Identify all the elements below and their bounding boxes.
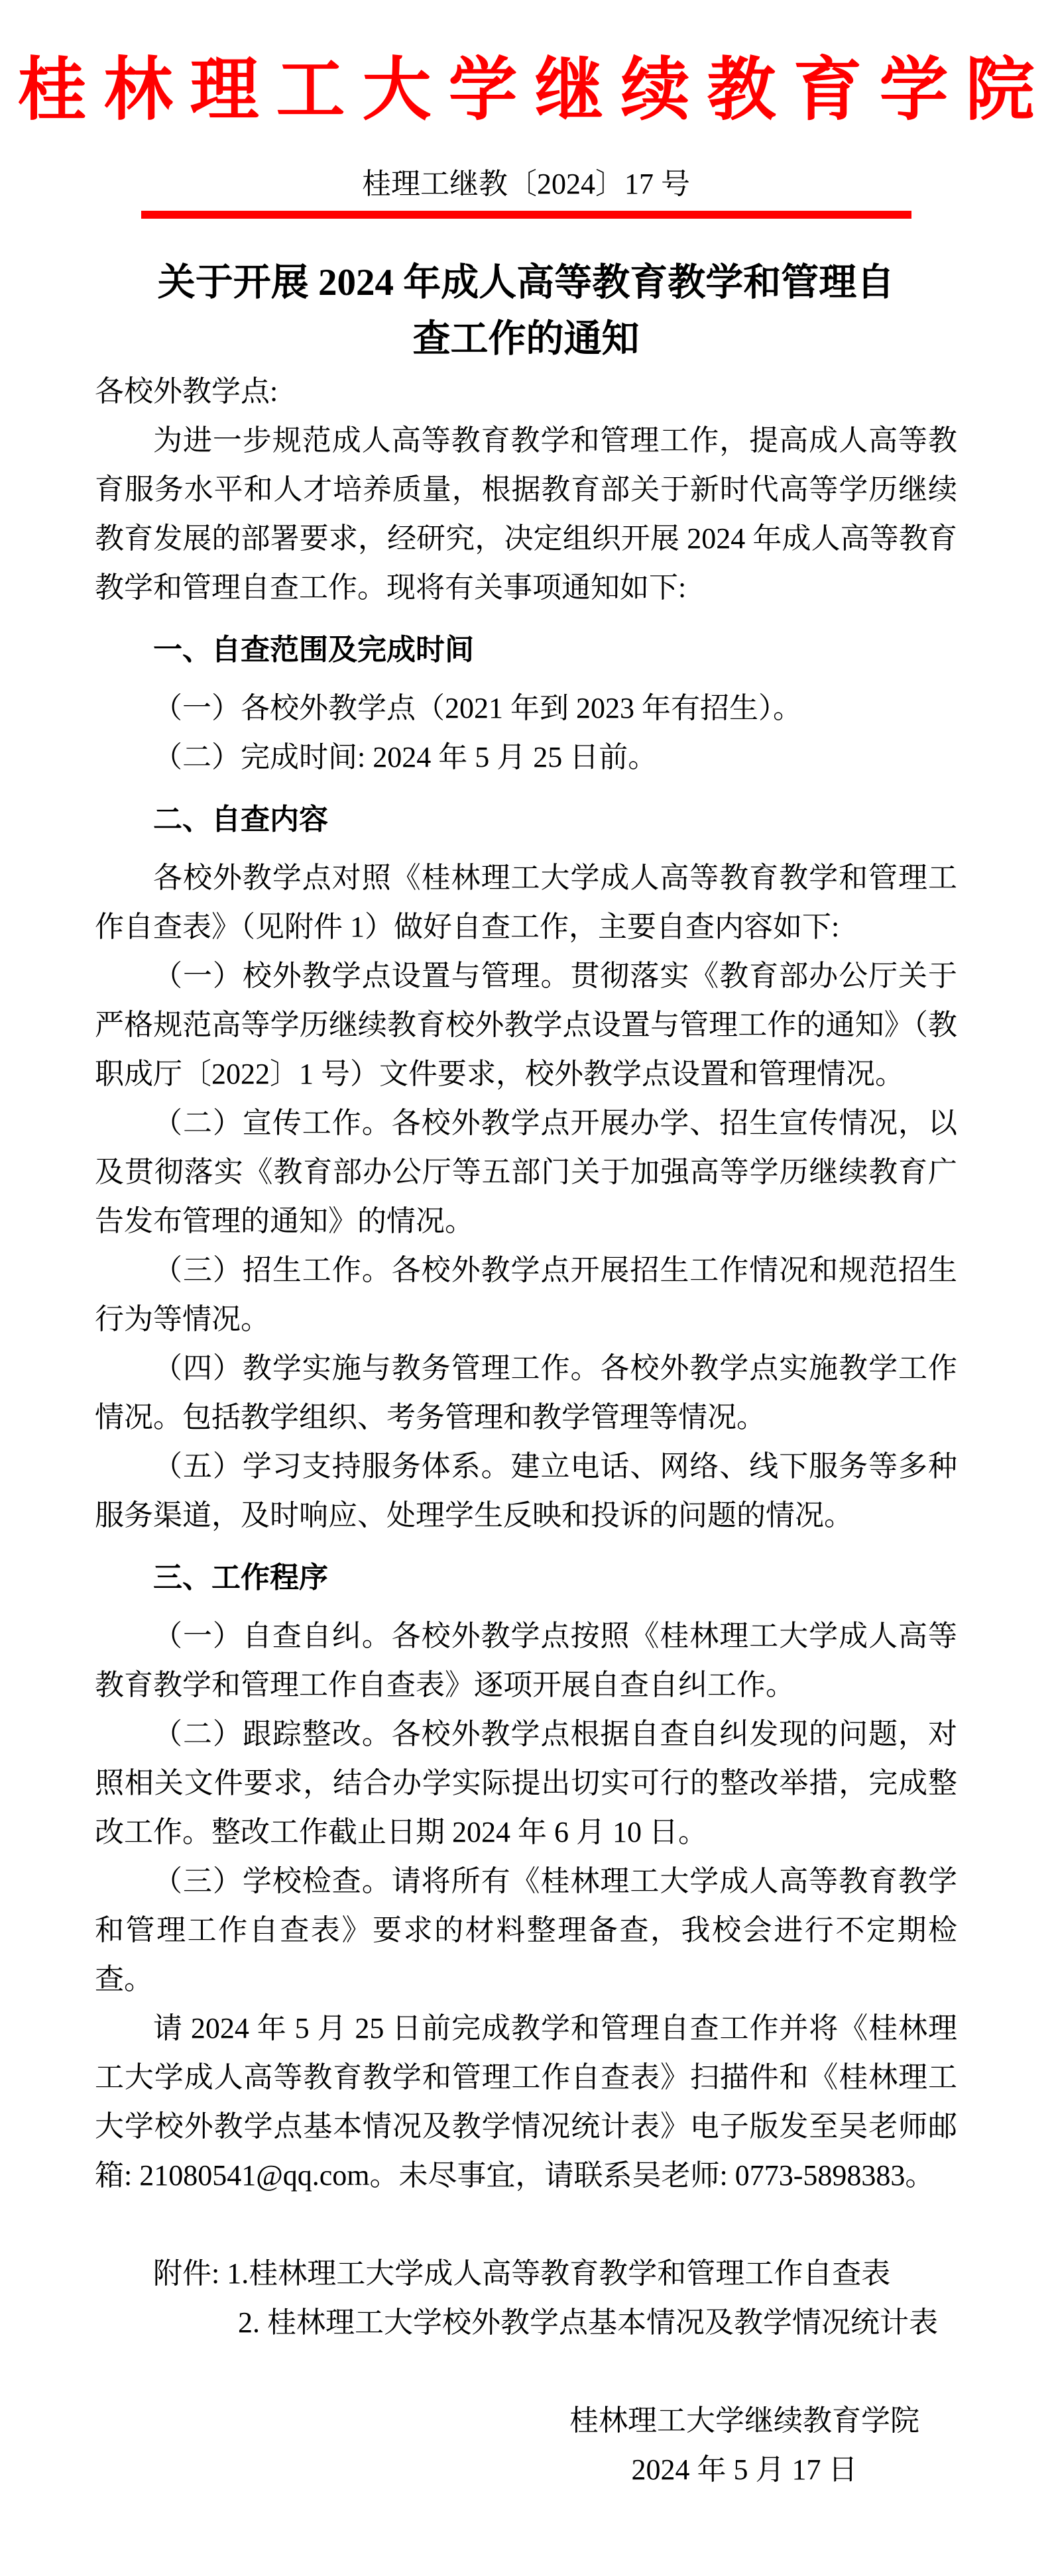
notice-title-line-2: 查工作的通知 (412, 318, 640, 360)
red-divider-rule (141, 211, 911, 219)
section-1-heading: 一、自查范围及完成时间 (153, 634, 474, 666)
section-3-paragraph-2: （二）跟踪整改。各校外教学点根据自查自纠发现的问题，对照相关文件要求，结合办学实际提出切实可行的整改举措，完成整改工作。整改工作截止日期 2024 年 6 月 10 日。 (95, 1718, 957, 1848)
attachment-line-1: 附件: 1.桂林理工大学成人高等教育教学和管理工作自查表 (153, 2257, 891, 2290)
section-2-paragraph-1: 各校外教学点对照《桂林理工大学成人高等教育教学和管理工作自查表》（见附件 1）做好自查工作，主要自查内容如下: (95, 862, 957, 943)
intro-paragraph: 为进一步规范成人高等教育教学和管理工作，提高成人高等教育服务水平和人才培养质量，根据教育部关于新时代高等学历继续教育发展的部署要求，经研究，决定组织开展 2024 年成人高等教育教学和管理自查工作。现将有关事项通知如下: (95, 424, 957, 604)
blank-line-before-attachments (95, 2200, 957, 2249)
section-2-paragraph-6: （五）学习支持服务体系。建立电话、网络、线下服务等多种服务渠道，及时响应、处理学生反映和投诉的问题的情况。 (95, 1450, 957, 1532)
section-2-heading: 二、自查内容 (153, 803, 328, 836)
notice-body (95, 367, 957, 2494)
section-3-heading: 三、工作程序 (153, 1561, 328, 1594)
section-2-paragraph-2: （一）校外教学点设置与管理。贯彻落实《教育部办公厅关于严格规范高等学历继续教育校外教学点设置与管理工作的通知》（教职成厅〔2022〕1 号）文件要求，校外教学点设置和管理情况。 (95, 960, 957, 1090)
section-1-paragraph-1: （一）各校外教学点（2021 年到 2023 年有招生）。 (153, 692, 802, 724)
attachment-line-2: 2. 桂林理工大学校外教学点基本情况及教学情况统计表 (238, 2306, 938, 2339)
blank-line-before-closing (95, 2347, 957, 2396)
section-2-paragraph-4: （三）招生工作。各校外教学点开展招生工作情况和规范招生行为等情况。 (95, 1254, 957, 1335)
closing-block (519, 2396, 970, 2494)
section-3-paragraph-3: （三）学校检查。请将所有《桂林理工大学成人高等教育教学和管理工作自查表》要求的材料整理备查，我校会进行不定期检查。 (95, 1865, 957, 1995)
notice-title (0, 254, 1052, 367)
notice-title-line-1: 关于开展 2024 年成人高等教育教学和管理自 (157, 262, 895, 304)
section-3-paragraph-1: （一）自查自纠。各校外教学点按照《桂林理工大学成人高等教育教学和管理工作自查表》逐项开展自查自纠工作。 (95, 1620, 957, 1701)
masthead-org-title: 桂林理工大学继续教育学院 (17, 52, 1052, 129)
section-2-paragraph-5: （四）教学实施与教务管理工作。各校外教学点实施教学工作情况。包括教学组织、考务管理和教学管理等情况。 (95, 1352, 957, 1433)
document-number: 桂理工继教〔2024〕17 号 (362, 168, 690, 200)
section-1-paragraph-2: （二）完成时间: 2024 年 5 月 25 日前。 (153, 741, 658, 773)
section-3-paragraph-4: 请 2024 年 5 月 25 日前完成教学和管理自查工作并将《桂林理工大学成人高等教育教学和管理工作自查表》扫描件和《桂林理工大学校外教学点基本情况及教学情况统计表》电子版发至吴老师邮箱: 21080541@qq.com。未尽事宜，请联系吴老师: 0773-5898383。 (95, 2012, 957, 2192)
closing-org-signature: 桂林理工大学继续教育学院 (569, 2404, 919, 2437)
closing-date: 2024 年 5 月 17 日 (631, 2453, 858, 2486)
section-2-paragraph-3: （二）宣传工作。各校外教学点开展办学、招生宣传情况，以及贯彻落实《教育部办公厅等五部门关于加强高等学历继续教育广告发布管理的通知》的情况。 (95, 1107, 957, 1237)
notice-document-page (0, 54, 1052, 2576)
salutation: 各校外教学点: (95, 375, 278, 408)
